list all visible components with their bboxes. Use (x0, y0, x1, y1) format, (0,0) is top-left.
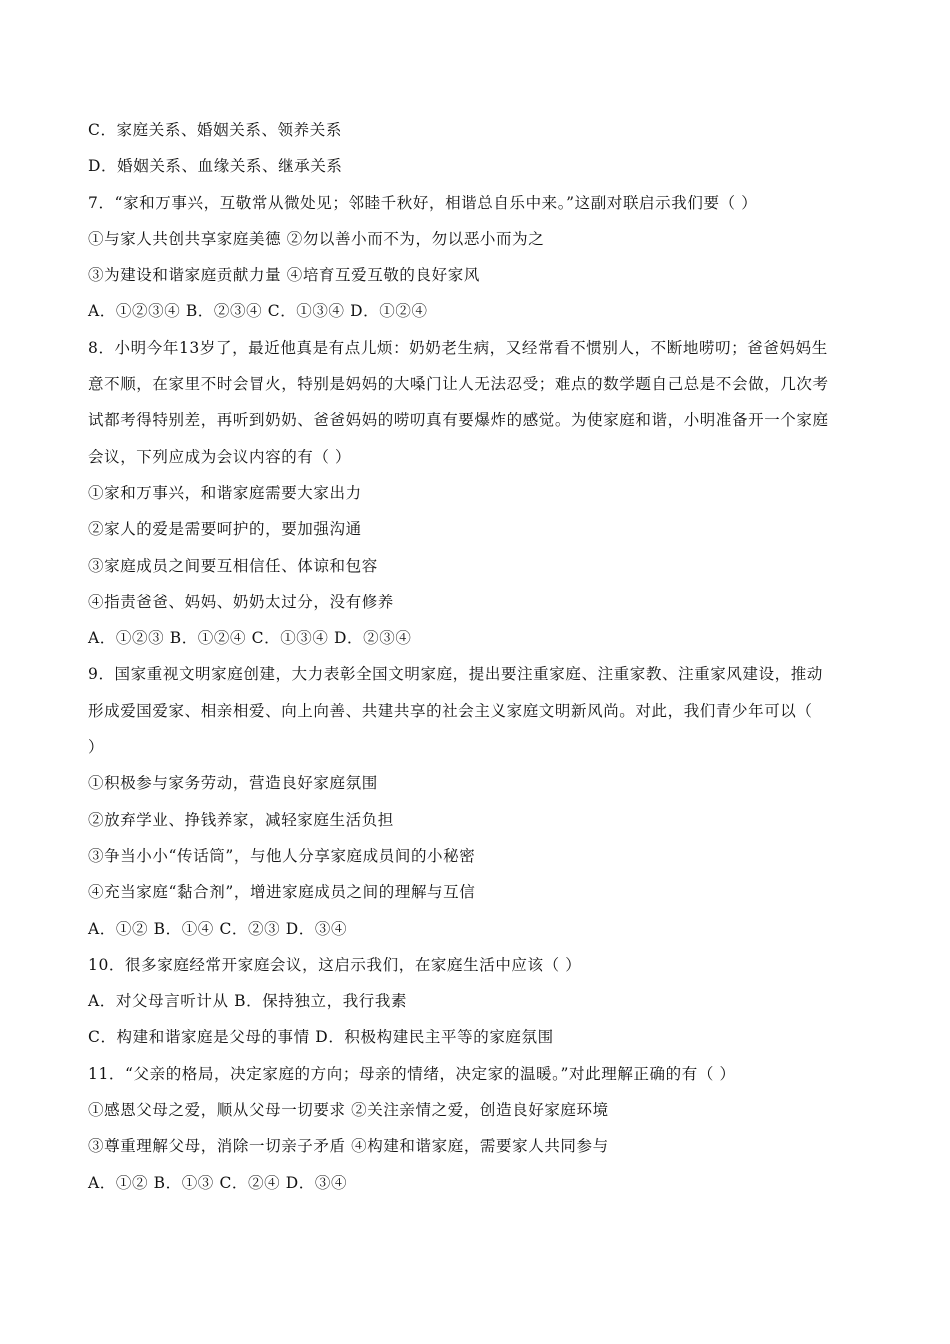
statement-line: ②放弃学业、挣钱养家，减轻家庭生活负担 (88, 810, 394, 829)
statement-line: ③家庭成员之间要互相信任、体谅和包容 (88, 556, 378, 575)
statement-line: ①家和万事兴，和谐家庭需要大家出力 (88, 483, 362, 502)
statement-line: ③争当小小“传话筒”，与他人分享家庭成员间的小秘密 (88, 846, 476, 865)
option-line: C．家庭关系、婚姻关系、领养关系 (88, 121, 342, 139)
statement-line: ①与家人共创共享家庭美德 ②勿以善小而不为，勿以恶小而为之 (88, 229, 545, 248)
statement-line: ①积极参与家务劳动，营造良好家庭氛围 (88, 774, 378, 793)
statement-line: ③尊重理解父母，消除一切亲子矛盾 ④构建和谐家庭，需要家人共同参与 (88, 1137, 609, 1156)
statement-line: ④充当家庭“黏合剂”，增进家庭成员之间的理解与互信 (88, 883, 476, 902)
question-8-stem: 意不顺，在家里不时会冒火，特别是妈妈的大嗓门让人无法忍受；难点的数学题自己总是不会做，几次考 (88, 375, 829, 394)
statement-line: ②家人的爱是需要呵护的，要加强沟通 (88, 520, 362, 539)
question-9-stem: 9．国家重视文明家庭创建，大力表彰全国文明家庭，提出要注重家庭、注重家教、注重家风建设，推动 (88, 665, 823, 684)
question-7-stem: 7．“家和万事兴，互敬常从微处见；邻睦千秋好，相谐总自乐中来。”这副对联启示我们要（ ） (88, 193, 758, 212)
answer-options: A．①②③④ B．②③④ C．①③④ D．①②④ (88, 302, 428, 321)
question-text-block (88, 112, 868, 1201)
answer-options: A．①② B．①③ C．②④ D．③④ (88, 1173, 348, 1192)
statement-line: ③为建设和谐家庭贡献力量 ④培育互爱互敬的良好家风 (88, 266, 480, 285)
question-8-stem: 试都考得特别差，再听到奶奶、爸爸妈妈的唠叨真有要爆炸的感觉。为使家庭和谐，小明准备开一个家庭 (88, 411, 829, 430)
answer-options: A．①② B．①④ C．②③ D．③④ (88, 919, 348, 938)
question-8-stem: 8．小明今年13岁了，最近他真是有点儿烦：奶奶老生病，又经常看不惯别人，不断地唠叨；爸爸妈妈生 (88, 338, 828, 357)
statement-line: ①感恩父母之爱，顺从父母一切要求 ②关注亲情之爱，创造良好家庭环境 (88, 1101, 609, 1120)
question-9-stem: ） (88, 738, 105, 757)
question-9-stem: 形成爱国爱家、相亲相爱、向上向善、共建共享的社会主义家庭文明新风尚。对此，我们青少年可以（ (88, 701, 813, 720)
question-11-stem: 11．“父亲的格局，决定家庭的方向；母亲的情绪，决定家的温暖。”对此理解正确的有（ ） (88, 1064, 736, 1083)
answer-options: A．对父母言听计从 B．保持独立，我行我素 (88, 992, 408, 1011)
question-10-stem: 10．很多家庭经常开家庭会议，这启示我们，在家庭生活中应该（ ） (88, 955, 582, 974)
answer-options: A．①②③ B．①②④ C．①③④ D．②③④ (88, 629, 412, 648)
statement-line: ④指责爸爸、妈妈、奶奶太过分，没有修养 (88, 592, 394, 611)
option-line: D．婚姻关系、血缘关系、继承关系 (88, 157, 343, 176)
question-8-stem: 会议，下列应成为会议内容的有（ ） (88, 447, 352, 466)
answer-options: C．构建和谐家庭是父母的事情 D．积极构建民主平等的家庭氛围 (88, 1028, 554, 1047)
